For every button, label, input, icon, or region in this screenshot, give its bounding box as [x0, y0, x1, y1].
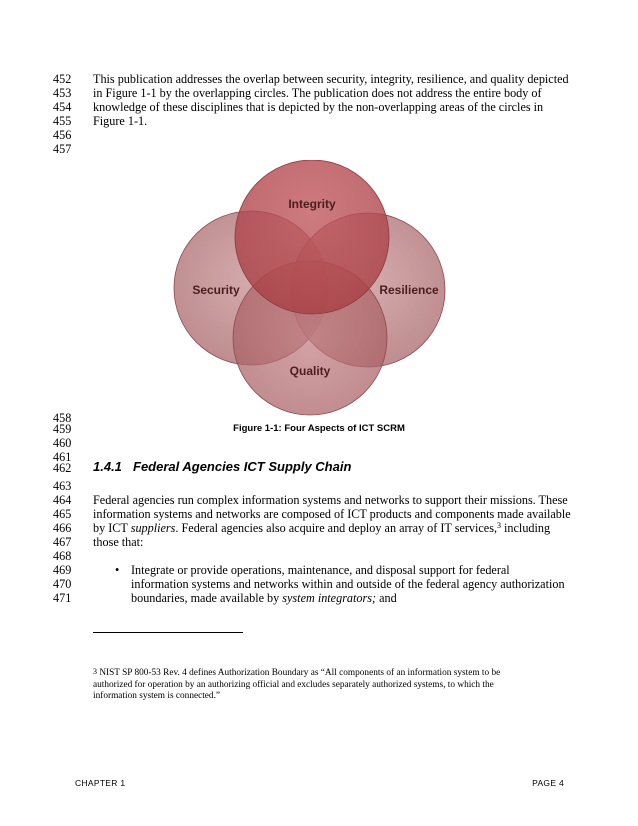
paragraph-line: This publication addresses the overlap between security, integrity, resilience, and quality depicted [93, 72, 569, 86]
section-number: 1.4.1 [93, 459, 122, 474]
paragraph-line: knowledge of these disciplines that is depicted by the non-overlapping areas of the circles in [93, 100, 544, 114]
line-number: 463 [53, 479, 72, 493]
line-number: 471 [53, 591, 72, 605]
footnote-line: authorized for operation by an authorizing official and excludes separately authorized systems, to which the [93, 679, 494, 690]
paragraph-line: Federal agencies run complex information systems and networks to support their missions. These [93, 493, 568, 507]
line-number: 467 [53, 535, 72, 549]
text-run: . Federal agencies also acquire and deploy an array of IT services, [175, 521, 497, 535]
line-number: 465 [53, 507, 72, 521]
line-number: 468 [53, 549, 72, 563]
paragraph-line: Figure 1-1. [93, 114, 148, 128]
resilience-label: Resilience [379, 283, 439, 297]
paragraph-line: those that: [93, 535, 144, 549]
quality-label: Quality [289, 364, 331, 378]
line-number: 461 [53, 450, 72, 464]
footnote-line: information system is connected.” [93, 691, 221, 701]
integrity-label: Integrity [288, 197, 336, 211]
bullet-icon: • [115, 563, 120, 577]
footnote-line [93, 668, 533, 680]
line-number: 456 [53, 128, 72, 142]
text-run-italic: system integrators; [282, 591, 377, 605]
bullet-line: Integrate or provide operations, maintenance, and disposal support for federal [131, 563, 510, 577]
line-number: 453 [53, 86, 72, 100]
line-number: 452 [53, 72, 72, 86]
line-number: 459 [53, 422, 72, 436]
section-title: Federal Agencies ICT Supply Chain [133, 459, 352, 474]
section-heading [93, 459, 351, 475]
line-number: 454 [53, 100, 72, 114]
text-run-italic: suppliers [130, 521, 176, 535]
paragraph-line: information systems and networks are composed of ICT products and components made available [93, 507, 571, 521]
line-number: 464 [53, 493, 72, 507]
line-number: 470 [53, 577, 72, 591]
text-run: boundaries, made available by [131, 591, 283, 605]
line-number: 458 [53, 411, 72, 425]
text-run: NIST SP 800-53 Rev. 4 defines Authorization Boundary as “All components of an information system to be [97, 668, 501, 678]
footnote [93, 668, 533, 703]
footnote-reference[interactable]: 3 [497, 521, 501, 530]
figure-caption: Figure 1-1: Four Aspects of ICT SCRM [233, 423, 405, 434]
line-number: 469 [53, 563, 72, 577]
footer-page-number: PAGE 4 [532, 778, 564, 788]
line-number: 455 [53, 114, 72, 128]
bullet-line [131, 591, 397, 605]
footnote-mark: 3 [93, 667, 97, 676]
integrity-circle [235, 160, 389, 314]
text-run: by ICT [93, 521, 131, 535]
line-number: 466 [53, 521, 72, 535]
bullet-line: information systems and networks within and outside of the federal agency authorization [131, 577, 565, 591]
text-run: including [501, 521, 551, 535]
security-label: Security [192, 283, 240, 297]
venn-diagram [172, 160, 462, 420]
paragraph-line [93, 521, 550, 535]
paragraph-line: in Figure 1-1 by the overlapping circles. The publication does not address the entire body of [93, 86, 542, 100]
footer-chapter: CHAPTER 1 [75, 778, 126, 788]
line-number: 462 [53, 461, 72, 475]
line-number: 460 [53, 436, 72, 450]
text-run: and [376, 591, 397, 605]
line-number: 457 [53, 142, 72, 156]
footnote-separator [93, 632, 243, 633]
